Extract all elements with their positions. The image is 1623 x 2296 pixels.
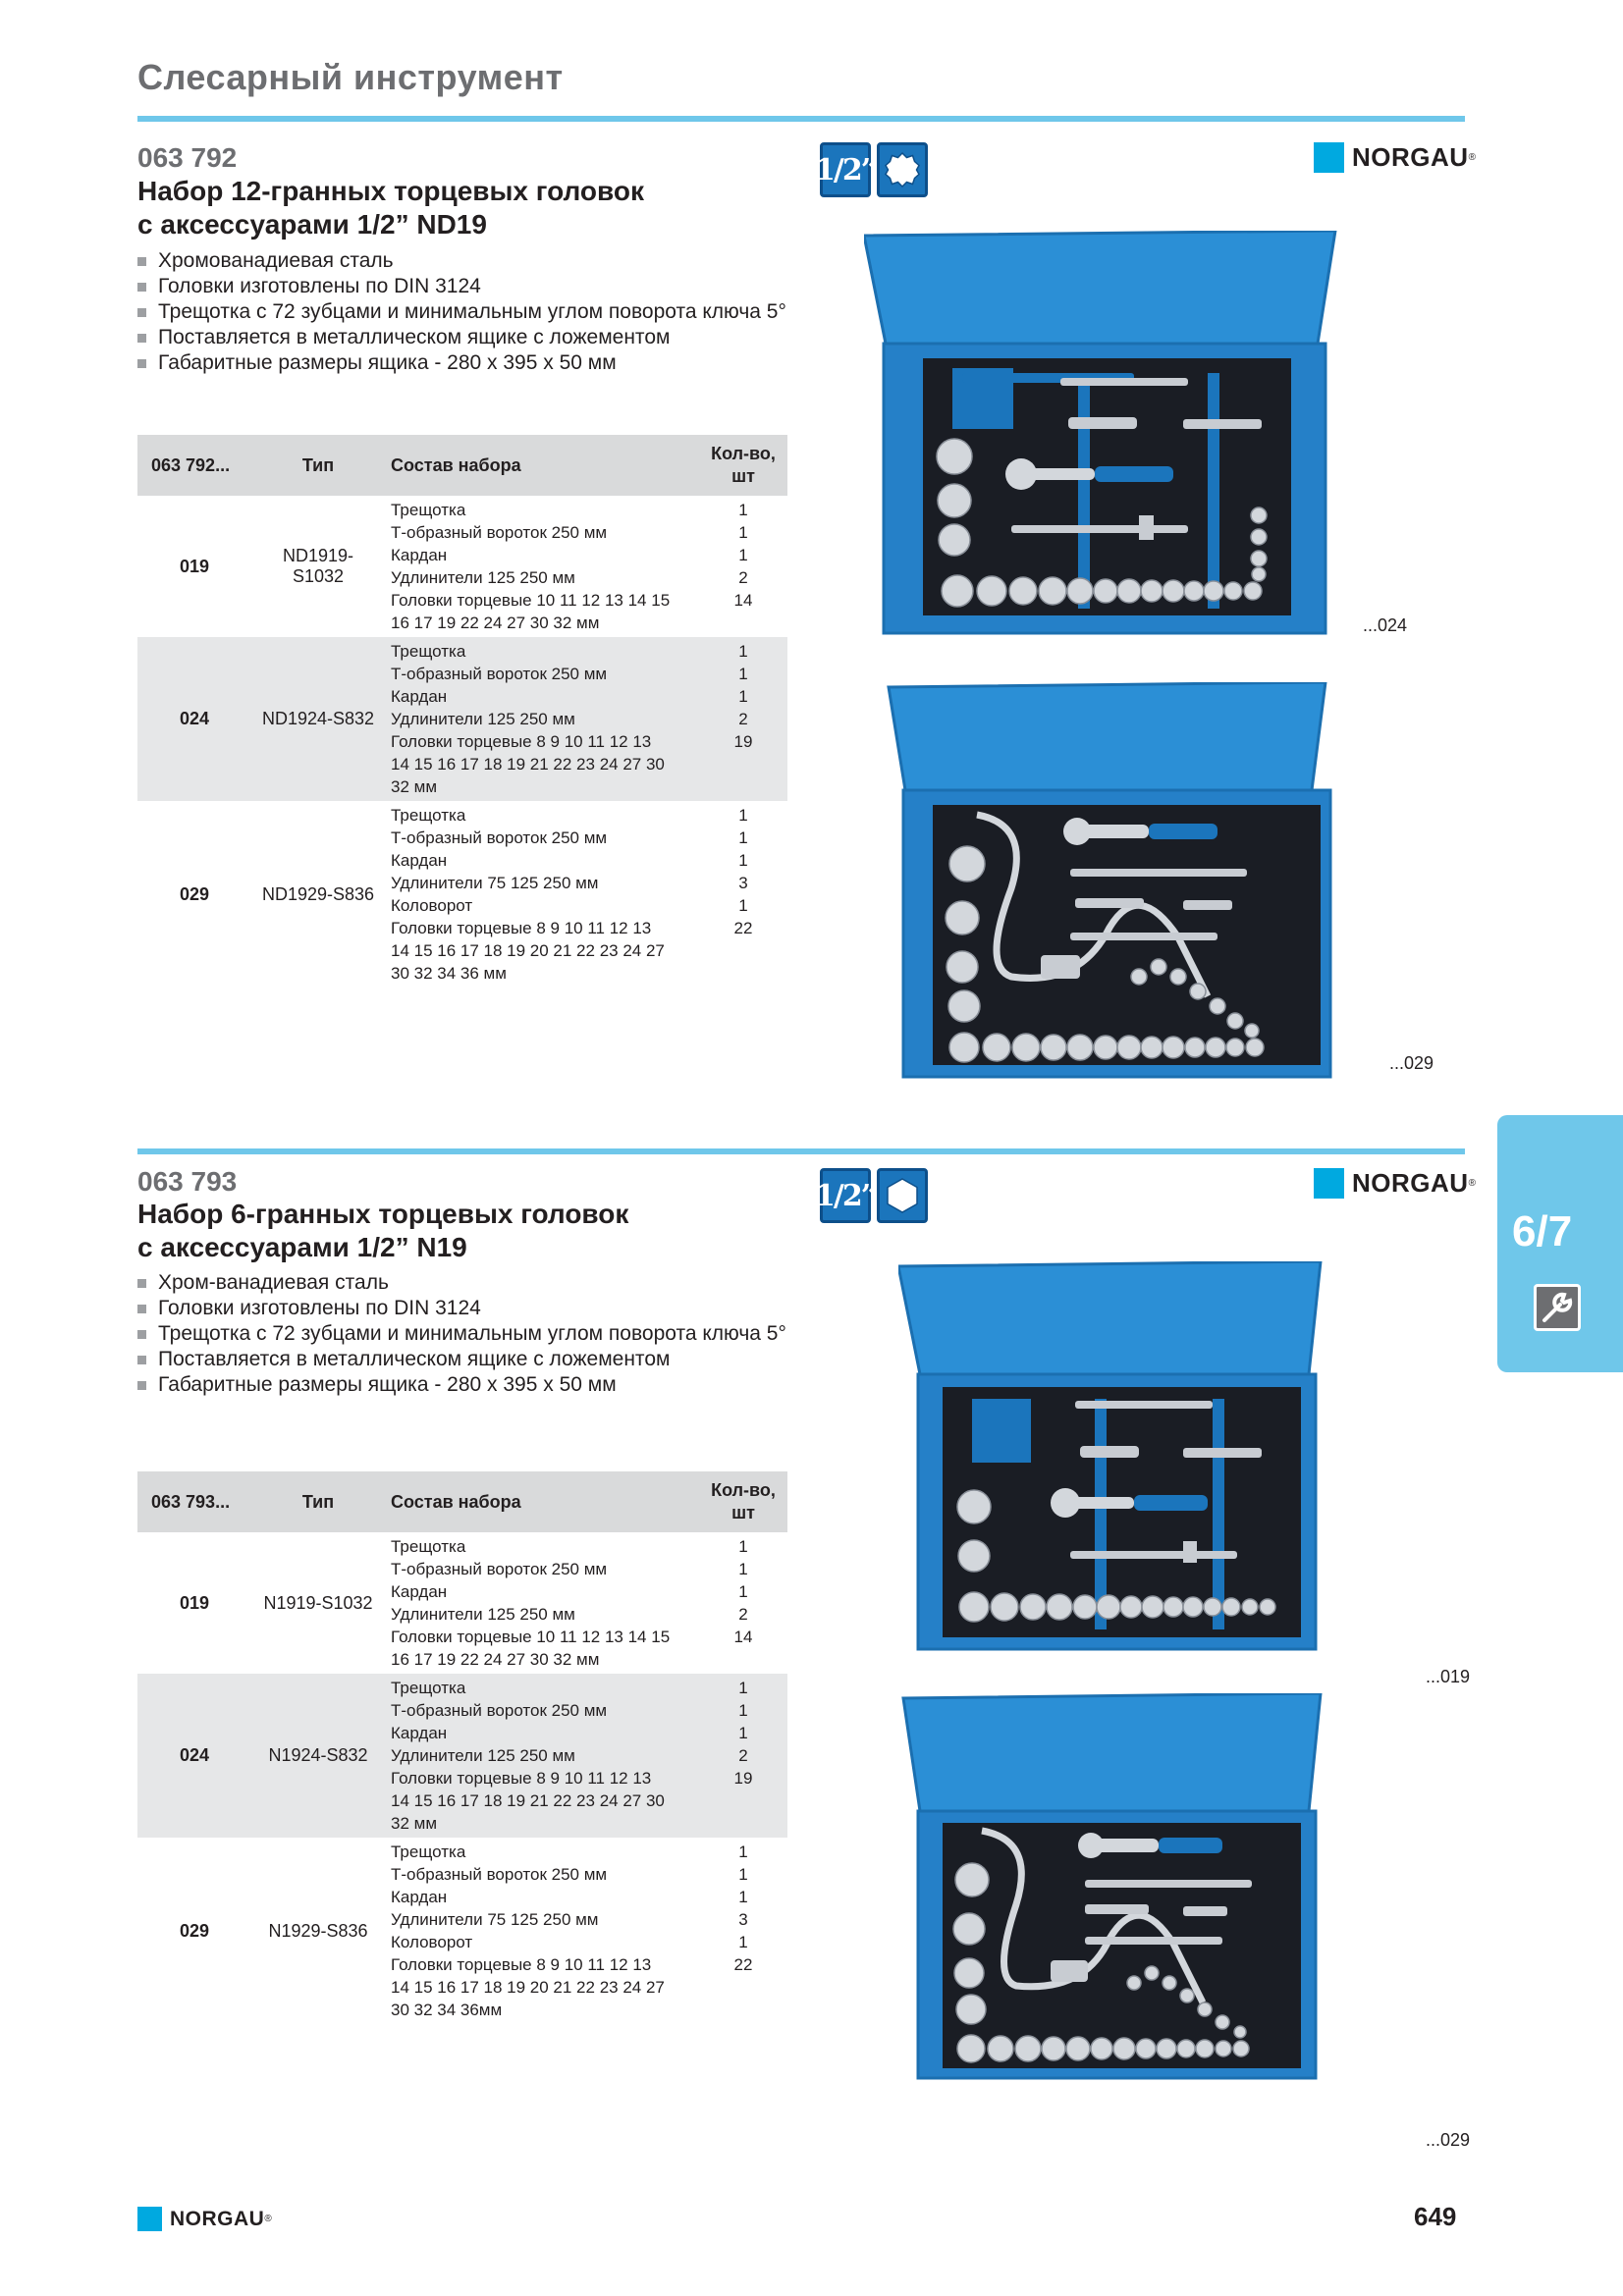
- article-number: 063 793: [137, 1166, 238, 1197]
- header-items: Состав набора: [385, 435, 699, 496]
- feature-item: Головки изготовлены по DIN 3124: [137, 1296, 786, 1321]
- article-number: 063 792: [137, 142, 238, 173]
- image-caption: ...029: [1426, 2130, 1471, 2150]
- table-row: 024 N1924-S832 Трещотка Т-образный вороток 250 мм Кардан Удлинители 125 250 мм Головки торцевые 8 9 10 11 12 13 14 15 16 17 18 19 21 22 23 24 27 30 32 мм 1 1 1 2 19: [137, 1674, 787, 1838]
- product-title-line2: с аксессуарами 1/2” N19: [137, 1232, 467, 1262]
- image-caption: ...024: [1363, 615, 1408, 635]
- header-qty: Кол-во, шт: [699, 1471, 787, 1532]
- bullet-icon: [137, 308, 146, 317]
- feature-item: Габаритные размеры ящика - 280 x 395 x 50 мм: [137, 350, 786, 376]
- header-code: 063 793...: [137, 1471, 251, 1532]
- wrench-icon: [1534, 1284, 1581, 1331]
- drive-size-icon: 1/2”: [820, 142, 871, 197]
- bullet-icon: [137, 283, 146, 292]
- page-header-title: Слесарный инструмент: [137, 57, 564, 97]
- drive-size-icon: 1/2”: [820, 1168, 871, 1223]
- table-row: 029 ND1929-S836 Трещотка Т-образный вороток 250 мм Кардан Удлинители 75 125 250 мм Коловорот Головки торцевые 8 9 10 11 12 13 14 15 16 17 18 19 20 21 22 23 24 27 30 32 34 36 мм 1 1 1 3 1 22: [179, 806, 753, 983]
- bullet-icon: [137, 334, 146, 343]
- toolbox-image: [884, 682, 1350, 1085]
- header-divider: [137, 116, 1465, 122]
- feature-item: Трещотка с 72 зубцами и минимальным углом поворота ключа 5°: [137, 1321, 786, 1347]
- page-number: 649: [1414, 2202, 1457, 2231]
- header-code: 063 792...: [137, 435, 251, 496]
- feature-item: Трещотка с 72 зубцами и минимальным углом поворота ключа 5°: [137, 299, 786, 325]
- product-title: [137, 1198, 727, 1264]
- spec-table: [137, 435, 787, 988]
- product-title-line1: Набор 6-гранных торцевых головок: [137, 1199, 629, 1229]
- product-title: [137, 175, 727, 241]
- image-caption: ...029: [1389, 1053, 1434, 1073]
- toolbox-image: [898, 1261, 1335, 1654]
- bullet-icon: [137, 257, 146, 266]
- header-type: Тип: [251, 1471, 385, 1532]
- six-point-socket-icon: [877, 1168, 928, 1223]
- table-row: 019 ND1919-S1032 Трещотка Т-образный вороток 250 мм Кардан Удлинители 125 250 мм Головки торцевые 10 11 12 13 14 15 16 17 19 22 24 27 30 32 мм 1 1 1 2 14: [179, 501, 753, 632]
- product-title-line1: Набор 12-гранных торцевых головок: [137, 176, 644, 206]
- feature-list: [137, 1270, 786, 1398]
- section-divider: [137, 1148, 1465, 1154]
- brand-logo: NORGAU ®: [1314, 1168, 1476, 1199]
- brand-logo: NORGAU ®: [1314, 142, 1476, 173]
- feature-item: Хром-ванадиевая сталь: [137, 1270, 786, 1296]
- bullet-icon: [137, 1330, 146, 1339]
- chapter-number: 6/7: [1512, 1207, 1573, 1255]
- header-type: Тип: [251, 435, 385, 496]
- toolbox-image: [898, 1693, 1335, 2086]
- table-row: 024 ND1924-S832 Трещотка Т-образный вороток 250 мм Кардан Удлинители 125 250 мм Головки торцевые 8 9 10 11 12 13 14 15 16 17 18 19 21 22 23 24 27 30 32 мм 1 1 1 2 19: [137, 637, 787, 801]
- product-title-line2: с аксессуарами 1/2” ND19: [137, 209, 487, 240]
- table-row: 019 N1919-S1032 Трещотка Т-образный вороток 250 мм Кардан Удлинители 125 250 мм Головки торцевые 10 11 12 13 14 15 16 17 19 22 24 27 30 32 мм 1 1 1 2 14: [179, 1537, 753, 1669]
- header-items: Состав набора: [385, 1471, 699, 1532]
- bullet-icon: [137, 1279, 146, 1288]
- feature-item: Поставляется в металлическом ящике с ложементом: [137, 325, 786, 350]
- footer-brand-logo: NORGAU ®: [137, 2207, 272, 2231]
- header-qty: Кол-во, шт: [699, 435, 787, 496]
- feature-list: [137, 248, 786, 376]
- bullet-icon: [137, 359, 146, 368]
- feature-item: Габаритные размеры ящика - 280 x 395 x 50 мм: [137, 1372, 786, 1398]
- feature-item: Поставляется в металлическом ящике с ложементом: [137, 1347, 786, 1372]
- feature-item: Головки изготовлены по DIN 3124: [137, 274, 786, 299]
- bullet-icon: [137, 1356, 146, 1364]
- table-row: 029 N1929-S836 Трещотка Т-образный вороток 250 мм Кардан Удлинители 75 125 250 мм Коловорот Головки торцевые 8 9 10 11 12 13 14 15 16 17 18 19 20 21 22 23 24 27 30 32 34 36мм 1 1 1 3 1 22: [179, 1842, 753, 2019]
- feature-item: Хромованадиевая сталь: [137, 248, 786, 274]
- bullet-icon: [137, 1381, 146, 1390]
- bullet-icon: [137, 1305, 146, 1313]
- twelve-point-socket-icon: [877, 142, 928, 197]
- image-caption: ...019: [1426, 1667, 1471, 1686]
- toolbox-image: [864, 231, 1355, 643]
- spec-table: [137, 1471, 787, 2024]
